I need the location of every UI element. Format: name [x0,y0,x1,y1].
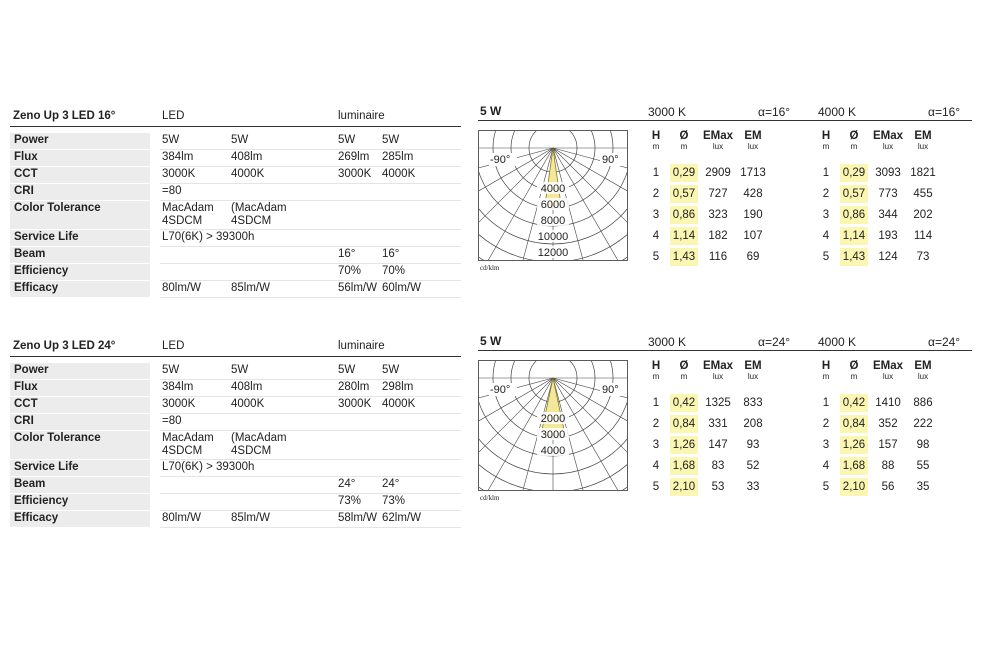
spec-row-efficiency [10,494,461,511]
table-cell: 1325 [705,397,731,409]
intensity-label: 12000 [537,247,569,259]
spec-value-b: 5W [231,134,249,146]
spec-row-cri [10,184,461,201]
column-luminaire: luminaire [338,110,385,122]
table-cell: 52 [746,460,760,472]
spec-value-d: 70% [382,265,406,277]
table-cell: 773 [878,188,898,200]
table-cell: 35 [916,481,930,493]
table-cell: 3093 [875,167,901,179]
table-cell: 455 [913,188,933,200]
spec-label: Power [10,363,150,380]
column-header: EMax [702,130,734,142]
spec-row-cri [10,414,461,431]
table-cell: 0,84 [842,418,866,430]
table-cell: 1713 [740,167,766,179]
spec-value-d: 73% [382,495,406,507]
spec-value-a: =80 [162,185,182,197]
table-cell: 190 [743,209,763,221]
beam-angle-heading: α=16° [758,105,791,119]
spec-value-c: 16° [338,248,356,260]
table-cell: 157 [878,439,898,451]
table-cell: 107 [743,230,763,242]
spec-row-power [10,363,461,380]
table-cell: 2,10 [842,481,866,493]
spec-row-service-life [10,460,461,477]
spec-value-a: =80 [162,415,182,427]
table-cell: 331 [708,418,728,430]
spec-row-efficacy [10,281,461,298]
column-unit: lux [882,142,894,151]
header-rule [10,356,461,357]
table-cell: 1821 [910,167,936,179]
spec-value-b: 5W [231,364,249,376]
table-cell: 0,29 [672,167,696,179]
table-cell: 2 [822,418,830,430]
spec-value-a: L70(6K) > 39300h [162,231,255,243]
table-cell: 4 [822,230,830,242]
table-cell: 428 [743,188,763,200]
column-unit: m [652,372,660,381]
table-cell: 2 [652,418,660,430]
spec-value-c: 73% [338,495,362,507]
row-divider [160,397,461,414]
row-divider [160,380,461,397]
column-led: LED [162,340,185,352]
column-header: EM [744,130,762,142]
column-header: EM [744,360,762,372]
column-header: EMax [702,360,734,372]
spec-value-c: 56lm/W [338,282,377,294]
spec-value-c: 5W [338,134,356,146]
table-cell: 5 [822,251,830,263]
table-cell: 53 [711,481,725,493]
header-rule [10,126,461,127]
intensity-label: 4000 [540,183,566,195]
spec-value-d: 16° [382,248,400,260]
spec-value-a: 80lm/W [162,512,201,524]
column-unit: m [850,142,858,151]
row-divider [160,414,461,431]
table-cell: 93 [746,439,760,451]
spec-row-power [10,133,461,150]
table-cell: 88 [881,460,895,472]
column-header: EMax [872,130,904,142]
spec-value-d: 4000K [382,168,416,180]
spec-label: CRI [10,414,150,431]
spec-row-efficiency [10,264,461,281]
column-unit: m [680,372,688,381]
table-cell: 124 [878,251,898,263]
spec-value-d: 285lm [382,151,414,163]
table-cell: 2,10 [672,481,696,493]
row-divider [160,494,461,511]
table-cell: 3 [652,439,660,451]
spec-value-d: 24° [382,478,400,490]
column-header: Ø [679,130,689,142]
wattage-title: 5 W [480,104,502,118]
spec-value-b: 85lm/W [231,282,270,294]
column-header: H [821,130,831,142]
column-unit: lux [917,372,929,381]
spec-label: Flux [10,380,150,397]
product-title: Zeno Up 3 LED 24° [13,340,116,352]
spec-label: Efficacy [10,511,150,528]
spec-value-d: 4000K [382,398,416,410]
table-cell: 3 [652,209,660,221]
table-cell: 5 [822,481,830,493]
spec-label: Beam [10,247,150,264]
spec-value-a: 3000K [162,168,196,180]
table-cell: 69 [746,251,760,263]
beam-angle-heading: α=16° [928,105,961,119]
spec-value-a: L70(6K) > 39300h [162,461,255,473]
spec-label: Service Life [10,460,150,477]
table-cell: 0,57 [842,188,866,200]
spec-value-a: 3000K [162,398,196,410]
spec-value-d: 298lm [382,381,414,393]
column-unit: m [652,142,660,151]
table-cell: 83 [711,460,725,472]
table-cell: 1410 [875,397,901,409]
table-cell: 0,42 [672,397,696,409]
spec-value-c: 24° [338,478,356,490]
spec-value-b: 408lm [231,151,263,163]
table-cell: 222 [913,418,933,430]
spec-rows [10,133,461,298]
table-cell: 1 [822,167,830,179]
table-cell: 0,86 [672,209,696,221]
column-header: EM [914,360,932,372]
table-cell: 182 [708,230,728,242]
row-divider [160,184,461,201]
beam-angle-heading: α=24° [928,335,961,349]
table-cell: 1,26 [672,439,696,451]
table-cell: 1,68 [672,460,696,472]
table-cell: 0,57 [672,188,696,200]
row-divider [160,150,461,167]
table-cell: 4 [652,460,660,472]
cct-4000-heading: 4000 K [818,105,857,119]
column-header: EMax [872,360,904,372]
product-title: Zeno Up 3 LED 16° [13,110,116,122]
column-unit: m [850,372,858,381]
spec-value-c: 70% [338,265,362,277]
angle-label-right: 90° [602,154,619,166]
column-header: Ø [679,360,689,372]
table-cell: 2 [822,188,830,200]
cct-4000-heading: 4000 K [818,335,857,349]
angle-label-left: -90° [490,384,511,396]
spec-value-b: 85lm/W [231,512,270,524]
table-cell: 114 [913,230,933,242]
intensity-label: 6000 [540,199,566,211]
table-cell: 5 [652,251,660,263]
spec-value-a: 80lm/W [162,282,201,294]
table-cell: 0,29 [842,167,866,179]
spec-row-flux [10,150,461,167]
table-cell: 833 [743,397,763,409]
table-cell: 1,43 [672,251,696,263]
spec-label: CCT [10,167,150,184]
spec-row-color-tolerance [10,431,461,460]
spec-value-c: 280lm [338,381,370,393]
spec-value-d: 60lm/W [382,282,421,294]
spec-value-a: 384lm [162,381,194,393]
column-unit: m [822,142,830,151]
spec-label: Beam [10,477,150,494]
spec-row-color-tolerance [10,201,461,230]
spec-value-d: 5W [382,134,400,146]
spec-rows [10,363,461,528]
intensity-label: 8000 [540,215,566,227]
table-cell: 1 [652,397,660,409]
table-cell: 727 [708,188,728,200]
table-cell: 98 [916,439,930,451]
spec-value-a: MacAdam 4SDCM [162,432,214,457]
spec-value-c: 58lm/W [338,512,377,524]
table-cell: 0,42 [842,397,866,409]
column-unit: m [680,142,688,151]
intensity-label: 4000 [540,445,566,457]
spec-value-c: 3000K [338,398,372,410]
spec-label: Efficiency [10,494,150,511]
table-cell: 116 [708,251,728,263]
intensity-label: 10000 [537,231,569,243]
table-cell: 202 [913,209,933,221]
table-cell: 3 [822,439,830,451]
column-unit: lux [917,142,929,151]
spec-value-a: 384lm [162,151,194,163]
row-divider [160,247,461,264]
spec-label: Efficiency [10,264,150,281]
column-unit: lux [712,142,724,151]
column-unit: lux [747,142,759,151]
cct-3000-heading: 3000 K [648,105,687,119]
spec-row-beam [10,477,461,494]
header-rule [478,350,972,351]
beam-angle-heading: α=24° [758,335,791,349]
table-cell: 886 [913,397,933,409]
column-unit: m [822,372,830,381]
table-cell: 73 [916,251,930,263]
column-header: Ø [849,360,859,372]
spec-label: Power [10,133,150,150]
spec-value-c: 3000K [338,168,372,180]
table-cell: 2 [652,188,660,200]
spec-header [10,110,461,124]
intensity-label: 3000 [540,429,566,441]
wattage-title: 5 W [480,334,502,348]
unit-label: cd/klm [480,494,500,502]
table-cell: 4 [652,230,660,242]
spec-label: Flux [10,150,150,167]
table-cell: 352 [878,418,898,430]
table-cell: 33 [746,481,760,493]
table-cell: 56 [881,481,895,493]
table-cell: 1 [652,167,660,179]
table-cell: 4 [822,460,830,472]
row-divider [160,363,461,380]
table-cell: 1,14 [842,230,866,242]
row-divider [160,133,461,150]
column-header: H [651,360,661,372]
column-header: Ø [849,130,859,142]
spec-label: Color Tolerance [10,431,150,460]
polar-intensity-diagram [478,360,628,491]
table-cell: 1 [822,397,830,409]
table-cell: 344 [878,209,898,221]
table-cell: 5 [652,481,660,493]
table-cell: 193 [878,230,898,242]
row-divider [160,167,461,184]
spec-row-cct [10,397,461,414]
table-cell: 323 [708,209,728,221]
spec-value-b: (MacAdam 4SDCM [231,432,287,457]
spec-row-service-life [10,230,461,247]
column-unit: lux [747,372,759,381]
spec-label: Service Life [10,230,150,247]
spec-label: Efficacy [10,281,150,298]
column-unit: lux [882,372,894,381]
intensity-label: 2000 [540,413,566,425]
spec-value-d: 5W [382,364,400,376]
column-header: H [821,360,831,372]
table-cell: 1,26 [842,439,866,451]
spec-value-b: (MacAdam 4SDCM [231,202,287,227]
table-cell: 2909 [705,167,731,179]
header-rule [478,120,972,121]
unit-label: cd/klm [480,264,500,272]
table-cell: 3 [822,209,830,221]
column-unit: lux [712,372,724,381]
row-divider [160,264,461,281]
table-cell: 0,86 [842,209,866,221]
spec-value-b: 4000K [231,168,265,180]
table-cell: 147 [708,439,728,451]
spec-value-a: MacAdam 4SDCM [162,202,214,227]
polar-intensity-diagram [478,130,628,261]
spec-value-c: 5W [338,364,356,376]
spec-label: CCT [10,397,150,414]
spec-header [10,340,461,354]
spec-row-efficacy [10,511,461,528]
spec-value-a: 5W [162,364,180,376]
spec-label: CRI [10,184,150,201]
column-luminaire: luminaire [338,340,385,352]
row-divider [160,477,461,494]
table-cell: 0,84 [672,418,696,430]
column-led: LED [162,110,185,122]
spec-value-b: 4000K [231,398,265,410]
table-cell: 1,68 [842,460,866,472]
spec-row-beam [10,247,461,264]
table-cell: 208 [743,418,763,430]
spec-value-d: 62lm/W [382,512,421,524]
cct-3000-heading: 3000 K [648,335,687,349]
spec-row-flux [10,380,461,397]
table-cell: 1,14 [672,230,696,242]
angle-label-left: -90° [490,154,511,166]
spec-value-a: 5W [162,134,180,146]
spec-label: Color Tolerance [10,201,150,230]
spec-value-c: 269lm [338,151,370,163]
table-cell: 55 [916,460,930,472]
table-cell: 1,43 [842,251,866,263]
spec-row-cct [10,167,461,184]
angle-label-right: 90° [602,384,619,396]
column-header: H [651,130,661,142]
column-header: EM [914,130,932,142]
spec-value-b: 408lm [231,381,263,393]
